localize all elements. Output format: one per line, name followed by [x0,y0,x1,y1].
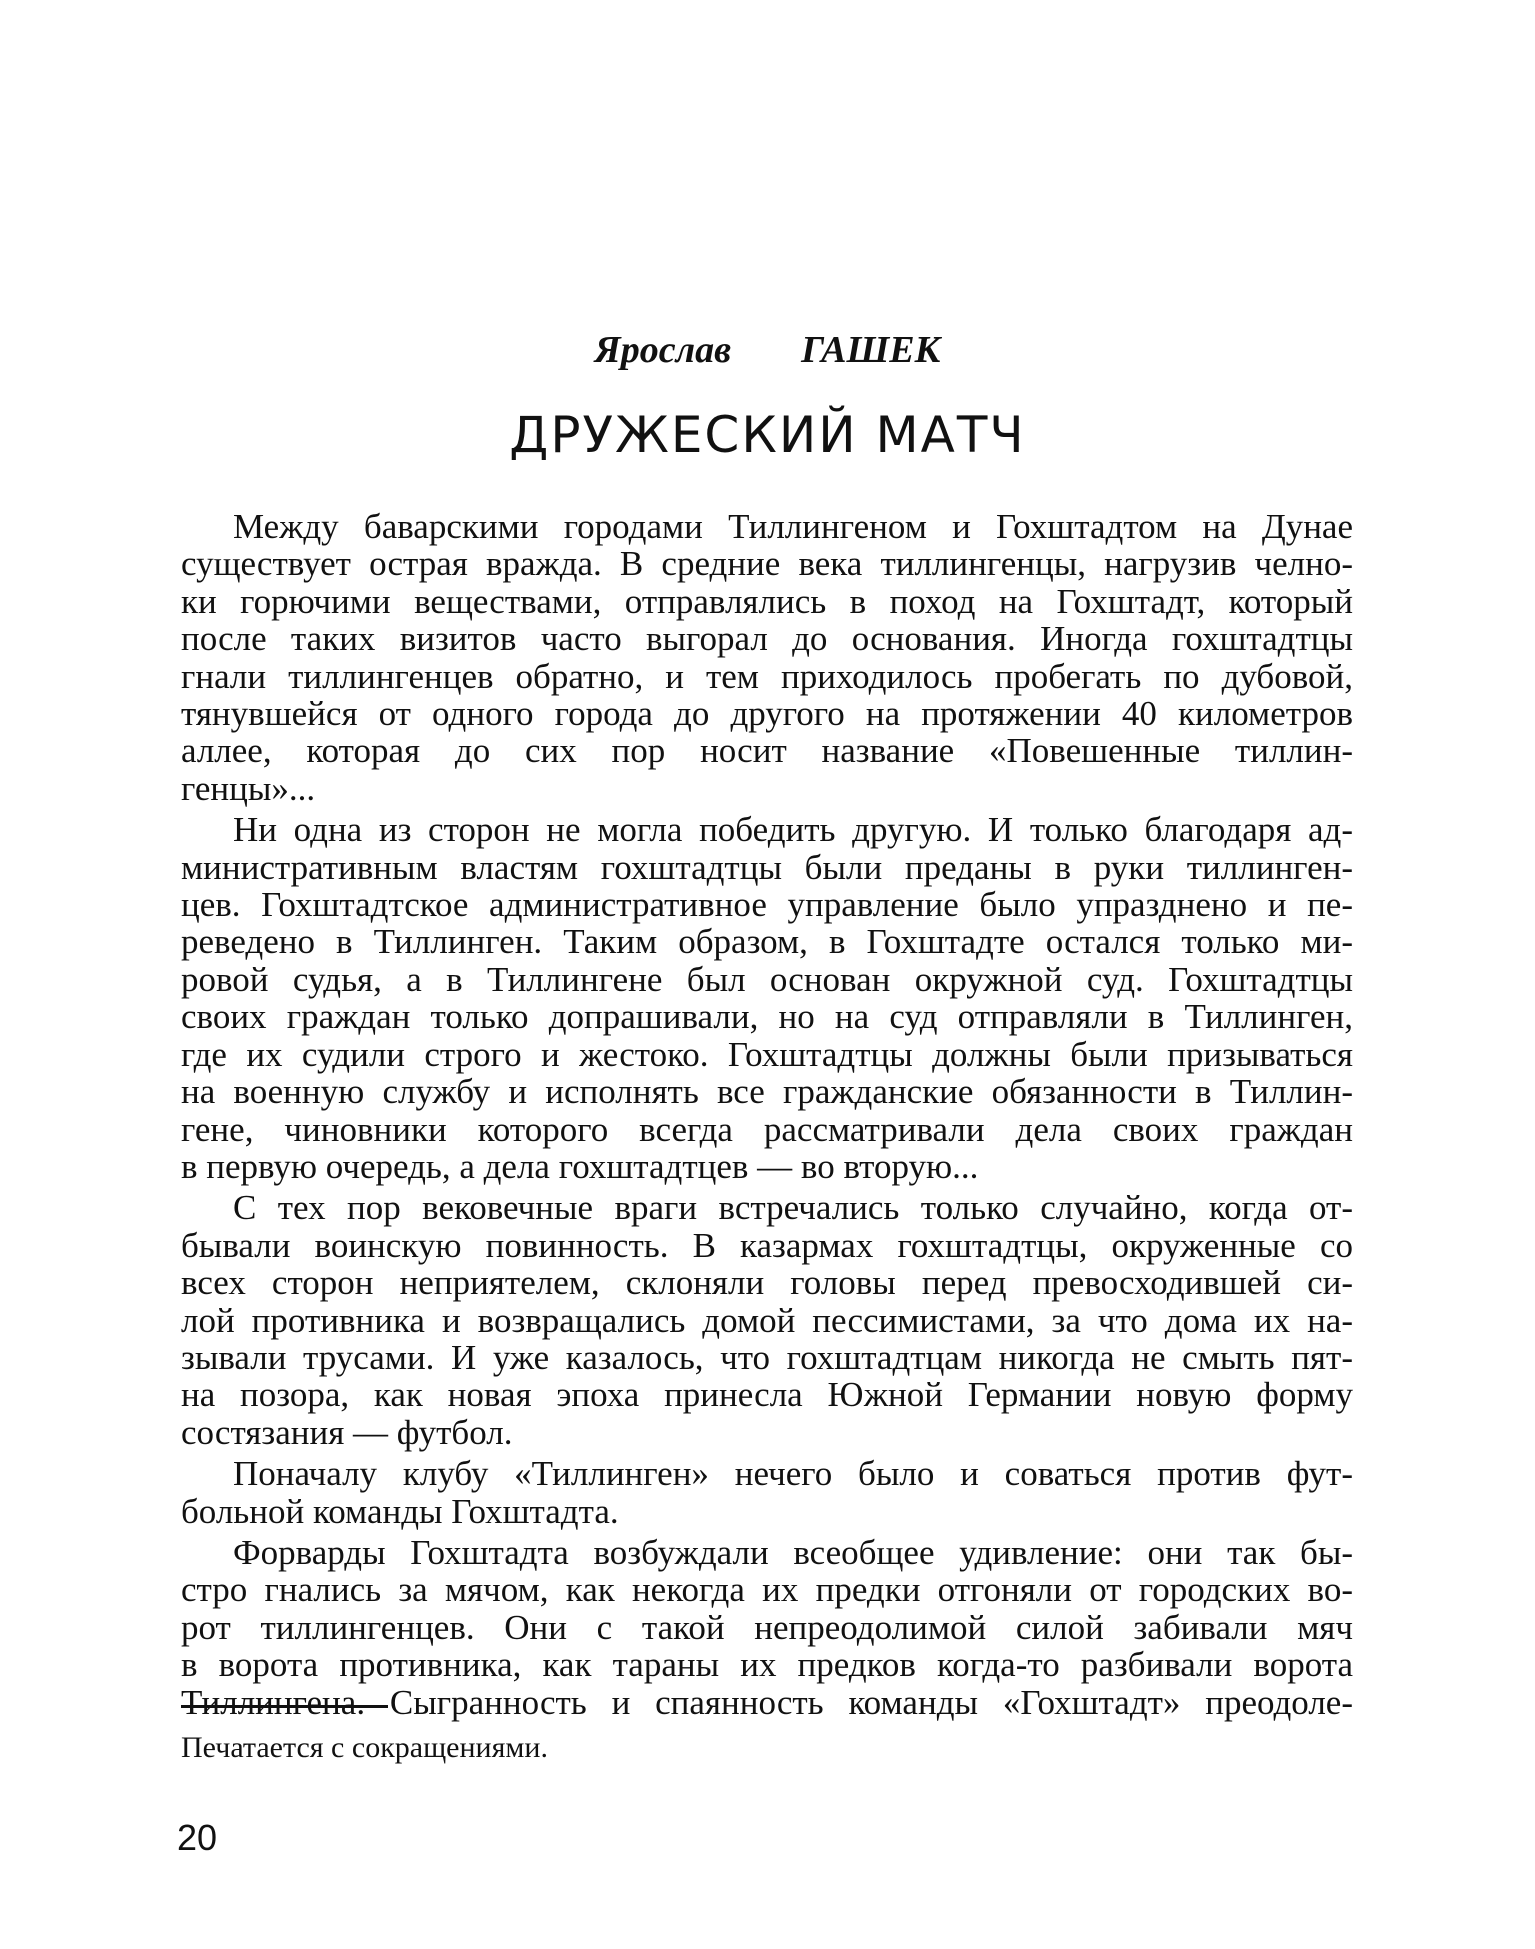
text-line: Тиллингена. Сыгранность и спаянность команды «Гохштадт» преодоле- [181,1682,1353,1722]
text-line: министративным властям гохштадтцы были преданы в руки тиллинген- [181,847,1353,887]
text-line: гене, чиновники которого всегда рассматривали дела своих граждан [181,1109,1353,1149]
text-line: Форварды Гохштадта возбуждали всеобщее удивление: они так бы- [233,1532,1353,1572]
text-line: Ни одна из сторон не могла победить другую. И только благодаря ад- [233,810,1353,850]
paragraph-1 [181,508,1353,807]
paragraph-4 [181,1455,1353,1530]
text-line: в первую очередь, а дела гохштадтцев — во вторую... [181,1146,979,1186]
paragraph-3 [181,1189,1353,1451]
text-line: где их судили строго и жестоко. Гохштадтцы должны были призываться [181,1034,1353,1074]
author-last-name: ГАШЕК [801,329,941,371]
text-line: зывали трусами. И уже казалось, что гохштадтцам никогда не смыть пят- [181,1337,1353,1377]
paragraph-5 [181,1534,1353,1721]
text-line: цев. Гохштадтское административное управление было упразднено и пе- [181,885,1353,925]
text-line: существует острая вражда. В средние века тиллингенцы, нагрузив челно- [181,544,1353,584]
story-body [181,508,1353,1725]
text-line: в ворота противника, как тараны их предков когда-то разбивали ворота [181,1645,1353,1685]
text-line: лой противника и возвращались домой пессимистами, за что дома их на- [181,1300,1353,1340]
footnote-divider [181,1705,388,1708]
text-line: С тех пор вековечные враги встречались только случайно, когда от- [233,1188,1353,1228]
text-line: всех сторон неприятелем, склоняли головы перед превосходившей си- [181,1263,1353,1303]
text-line: на позора, как новая эпоха принесла Южной Германии новую форму [181,1375,1353,1415]
text-line: аллее, которая до сих пор носит название «Повешенные тиллин- [181,731,1353,771]
text-line: своих граждан только допрашивали, но на суд отправляли в Тиллинген, [181,997,1353,1037]
text-line: тянувшейся от одного города до другого на протяжении 40 километров [181,694,1353,734]
text-line: Между баварскими городами Тиллингеном и Гохштадтом на Дунае [233,507,1353,546]
author-first-name: Ярослав [594,329,732,371]
text-line: ровой судья, а в Тиллингене был основан окружной суд. Гохштадтцы [181,959,1353,999]
text-line: генцы»... [181,768,316,808]
text-line: бывали воинскую повинность. В казармах гохштадтцы, окруженные со [181,1225,1353,1265]
text-line: состязания — футбол. [181,1412,513,1452]
page-number: 20 [177,1817,218,1858]
text-line: ки горючими веществами, отправлялись в поход на Гохштадт, который [181,581,1353,621]
text-line: Поначалу клубу «Тиллинген» нечего было и соваться против фут- [233,1454,1353,1494]
paragraph-2 [181,811,1353,1185]
footnote: Печатается с сокращениями. [181,1731,548,1764]
text-line: гнали тиллингенцев обратно, и тем приходилось пробегать по дубовой, [181,656,1353,696]
author-name [0,328,1535,372]
story-title: ДРУЖЕСКИЙ МАТЧ [509,406,1026,464]
text-line: на военную службу и исполнять все гражданские обязанности в Тиллин- [181,1072,1353,1112]
text-line: после таких визитов часто выгорал до основания. Иногда гохштадтцы [181,619,1353,659]
text-line: стро гнались за мячом, как некогда их предки отгоняли от городских во- [181,1570,1353,1610]
text-line: рот тиллингенцев. Они с такой непреодолимой силой забивали мяч [181,1607,1353,1647]
text-line: больной команды Гохштадта. [181,1491,619,1531]
text-line: реведено в Тиллинген. Таким образом, в Гохштадте остался только ми- [181,922,1353,962]
